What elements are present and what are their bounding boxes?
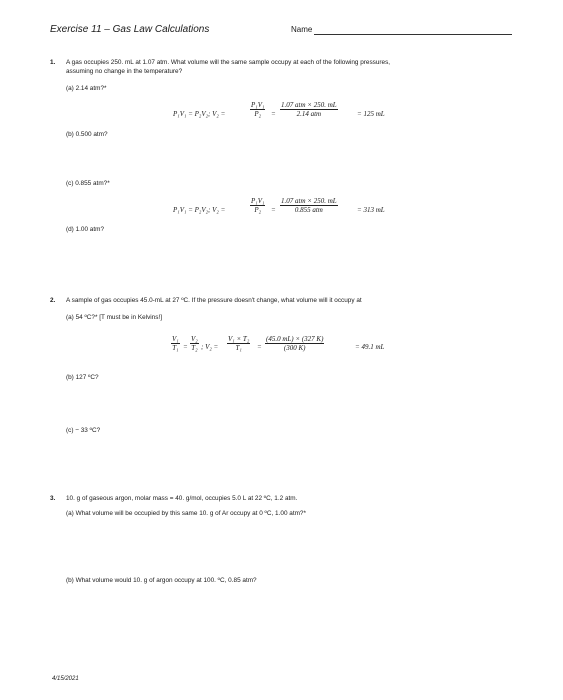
q2a-semicolon-v2: ; V₂ = — [201, 343, 219, 351]
q1a-result: = 125 mL — [357, 110, 385, 118]
q1c-fraction-numeric-den: 0.855 atm — [294, 206, 323, 214]
q1c-fraction-symbolic-num: P₁V₁ — [251, 197, 265, 205]
question-3b-prompt: (b) What volume would 10. g of argon occupy at 100. ºC, 0.85 atm? — [66, 577, 257, 584]
question-2c-prompt: (c) − 33 ºC? — [66, 427, 101, 434]
question-3-number: 3. — [50, 495, 56, 502]
q1a-fraction-symbolic-num: P₁V₁ — [251, 101, 265, 109]
question-1a-prompt: (a) 2.14 atm?* — [66, 85, 107, 92]
q1c-equation-left: P₁V₁ = P₂V₂; V₂ = — [173, 206, 226, 214]
q2a-fraction-v1t1-num: V₁ — [172, 335, 179, 343]
question-1c-prompt: (c) 0.855 atm?* — [66, 180, 110, 187]
q2a-fraction-v1t1-den: T₁ — [172, 344, 179, 352]
q1c-fraction-symbolic — [250, 197, 265, 214]
q2a-fraction-numeric — [265, 335, 324, 352]
q1c-equals: = — [271, 206, 276, 214]
q2a-fraction-numeric-den: (300 K) — [283, 344, 306, 352]
q2a-result: = 49.1 mL — [355, 343, 385, 351]
q1c-fraction-numeric — [280, 197, 338, 214]
question-2b-prompt: (b) 127 ºC? — [66, 374, 99, 381]
q2a-fraction-symbolic — [227, 335, 250, 352]
question-1-number: 1. — [50, 59, 56, 66]
q2a-fraction-v2t2-den: T₂ — [191, 344, 198, 352]
question-2-number: 2. — [50, 297, 56, 304]
q2a-fraction-v2t2 — [190, 335, 199, 352]
question-1b-prompt: (b) 0.500 atm? — [66, 131, 108, 138]
q1a-fraction-numeric-den: 2.14 atm — [296, 110, 322, 118]
q2a-equals-2: = — [257, 343, 262, 351]
q2a-equals-1: = — [183, 343, 188, 351]
q1a-fraction-symbolic-den: P₂ — [254, 110, 262, 118]
question-2a-prompt: (a) 54 ºC?* [T must be in Kelvins!] — [66, 314, 162, 321]
q2a-fraction-symbolic-den: T₁ — [235, 344, 242, 352]
name-field-line[interactable] — [314, 34, 512, 35]
q1a-fraction-numeric — [280, 101, 338, 118]
name-label: Name — [291, 25, 313, 34]
question-1-text-line2: assuming no change in the temperature? — [66, 68, 183, 75]
q2a-fraction-v1t1 — [171, 335, 180, 352]
question-3-text-line1: 10. g of gaseous argon, molar mass = 40. g/mol, occupies 5.0 L at 22 ºC, 1.2 atm. — [66, 495, 298, 502]
q2a-fraction-v2t2-num: V₂ — [191, 335, 198, 343]
question-1-text-line1: A gas occupies 250. mL at 1.07 atm. What volume will the same sample occupy at each of the following pressures, — [66, 59, 391, 66]
q2a-fraction-numeric-num: (45.0 mL) × (327 K) — [266, 335, 324, 343]
q1c-result: = 313 mL — [357, 206, 385, 214]
q1a-fraction-symbolic — [250, 101, 265, 118]
footer-date: 4/15/2021 — [52, 676, 79, 682]
q1c-fraction-symbolic-den: P₂ — [254, 206, 262, 214]
question-3a-prompt: (a) What volume will be occupied by this same 10. g of Ar occupy at 0 ºC, 1.00 atm?* — [66, 510, 306, 517]
page-title: Exercise 11 – Gas Law Calculations — [50, 24, 210, 35]
q2a-fraction-symbolic-num: V₁ × T₂ — [228, 335, 250, 343]
q1a-equation-left: P₁V₁ = P₂V₂; V₂ = — [173, 110, 226, 118]
q1c-fraction-numeric-num: 1.07 atm × 250. mL — [281, 197, 337, 205]
question-2-text-line1: A sample of gas occupies 45.0-mL at 27 ºC. If the pressure doesn't change, what volume will it occupy at — [66, 297, 362, 304]
question-1d-prompt: (d) 1.00 atm? — [66, 226, 105, 233]
q1a-fraction-numeric-num: 1.07 atm × 250. mL — [281, 101, 337, 109]
q1a-equals: = — [271, 110, 276, 118]
